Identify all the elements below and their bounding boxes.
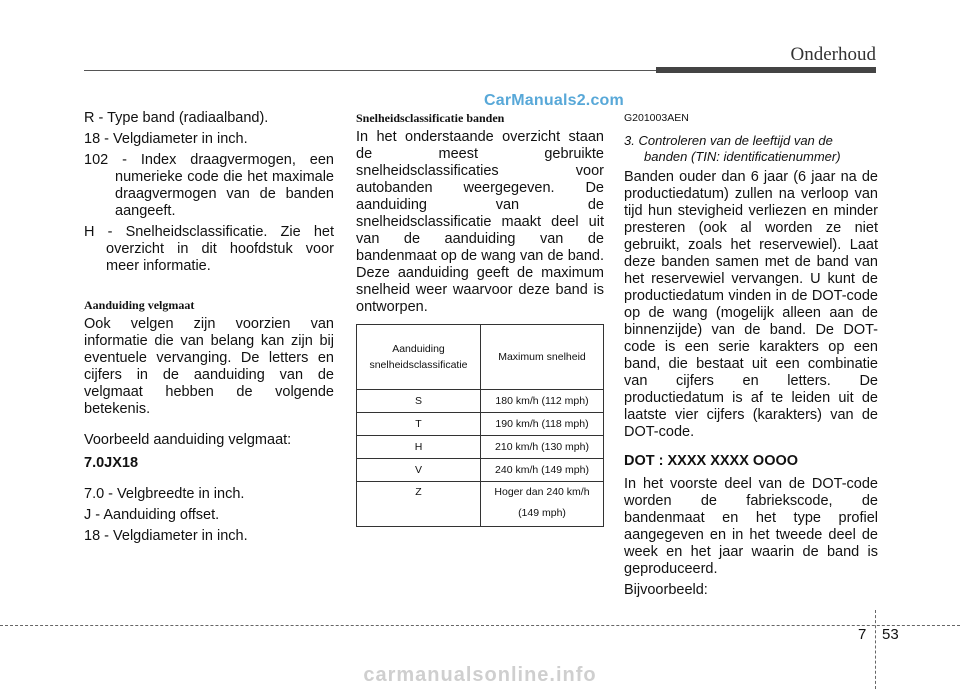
header-text: Aanduiding (392, 343, 445, 355)
reference-code: G201003AEN (624, 112, 689, 124)
page-number: 53 (882, 626, 899, 643)
section-title: Onderhoud (790, 44, 876, 65)
paragraph: In het onderstaande overzicht staan de meest gebruikte snelheidsclassificaties voor autobanden weergegeven. De aanduiding van de snelheidsclassificatie maakt deel uit van de aanduiding van de bandenmaat op de wang van de band. Deze aanduiding geeft de maximum snelheid weer waarvoor deze band is ontworpen. (356, 129, 604, 315)
cell-text: (149 mph) (518, 507, 566, 519)
cell-text: Hoger dan 240 km/h (494, 486, 590, 498)
paragraph: In het voorste deel van de DOT-code worden de fabriekscode, de bandenmaat en het type profiel aangegeven en in het tweede deel de week en het jaar waarin de band is geproduceerd. (624, 476, 878, 577)
speed-rating-table (356, 324, 604, 527)
table-row (357, 482, 604, 527)
watermark: CarManuals2.com (484, 92, 624, 109)
legend-item: 18 - Velgdiameter in inch. (84, 528, 248, 544)
header-rule-accent (656, 67, 876, 73)
list-item: R - Type band (radiaalband). (84, 110, 269, 126)
table-row (357, 459, 604, 482)
footer-watermark: carmanualsonline.info (363, 664, 597, 686)
table-row (357, 413, 604, 436)
dot-code: DOT : XXXX XXXX OOOO (624, 453, 799, 469)
column-middle (356, 110, 604, 320)
header-text: snelheidsclassificatie (369, 359, 468, 371)
example-code: 7.0JX18 (84, 455, 139, 471)
paragraph: Bijvoorbeeld: (624, 582, 708, 598)
header-rule (84, 70, 656, 71)
table-cell: H (357, 436, 481, 459)
table-cell: 240 km/h (149 mph) (481, 459, 604, 482)
example-label: Voorbeeld aanduiding velgmaat: (84, 432, 292, 448)
table-row (357, 436, 604, 459)
subsection-heading: Snelheidsclassificatie banden (356, 111, 505, 125)
column-left (84, 110, 334, 549)
legend-item: 7.0 - Velgbreedte in inch. (84, 486, 245, 502)
chapter-number: 7 (858, 626, 867, 643)
list-item: 18 - Velgdiameter in inch. (84, 131, 248, 147)
subsection-heading (624, 133, 878, 165)
subsection-heading: Aanduiding velgmaat (84, 298, 195, 312)
table-cell: 210 km/h (130 mph) (481, 436, 604, 459)
legend-item: J - Aanduiding offset. (84, 507, 220, 523)
table-cell: T (357, 413, 481, 436)
table-cell: S (357, 390, 481, 413)
table-cell: V (357, 459, 481, 482)
column-right (624, 110, 878, 603)
table-header-row (357, 325, 604, 390)
paragraph: Banden ouder dan 6 jaar (6 jaar na de productiedatum) zullen na verloop van tijd hun stevigheid verliezen en minder presteren (ook al worden ze niet gebruikt, zoals het reservewiel). Laat deze banden samen met de band van het reservewiel vervangen. U kunt de productiedatum vinden in de DOT-code op de wang (mogelijk alleen aan de binnenzijde) van de band. De DOT-code is een serie karakters op een band, die bestaat uit een combinatie van cijfers en letters. De productiedatum is af te leiden uit de laatste vier cijfers (karakters) van de DOT-code. (624, 169, 878, 440)
table-header-cell (357, 325, 481, 390)
table-cell: 180 km/h (112 mph) (481, 390, 604, 413)
cell-text: Z (415, 486, 422, 498)
list-item: 102 - Index draagvermogen, een numerieke code die het maximale draagvermogen van de banden aangeeft. (84, 152, 334, 219)
table-cell: 190 km/h (118 mph) (481, 413, 604, 436)
table-row (357, 390, 604, 413)
heading-line: banden (TIN: identificatienummer) (644, 149, 841, 164)
heading-line: 3. Controleren van de leeftijd van de (624, 133, 833, 148)
table-header-cell: Maximum snelheid (481, 325, 604, 390)
footer-rule (0, 625, 960, 626)
paragraph: Ook velgen zijn voorzien van informatie die van belang kan zijn bij eventuele vervanging. De letters en cijfers in de aanduiding van de velgmaat hebben de volgende betekenis. (84, 316, 334, 417)
table-cell (481, 482, 604, 527)
list-item: H - Snelheidsclassificatie. Zie het overzicht in dit hoofdstuk voor meer informatie. (84, 224, 334, 274)
table-cell (357, 482, 481, 527)
